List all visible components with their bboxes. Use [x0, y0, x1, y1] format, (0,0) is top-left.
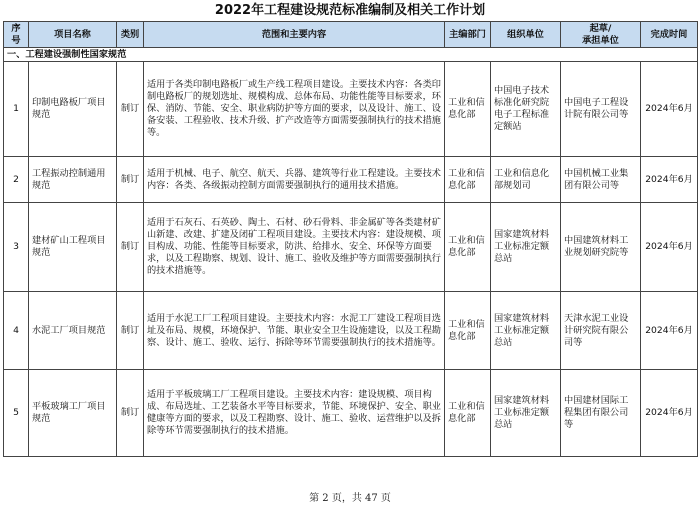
header-scope: 范围和主要内容 [144, 22, 445, 48]
section-row [4, 48, 698, 62]
header-dept: 主编部门 [445, 22, 491, 48]
row-time: 2024年6月 [641, 292, 698, 370]
row-dept: 工业和信息化部 [445, 62, 491, 157]
row-scope: 适用于平板玻璃工厂工程项目建设。主要技术内容：建设规模、项目构成、布局选址、工艺装备水平等目标要求，节能、环境保护、安全、职业健康等方面的要求，以及工程勘察、设计、施工、验收、运营维护以及拆除等环节需要强制执行的技术措施。 [144, 370, 445, 457]
row-drafter: 中国建材国际工程集团有限公司等 [561, 370, 641, 457]
header-num: 序号 [4, 22, 29, 48]
row-num: 1 [4, 62, 29, 157]
header-drafter [561, 22, 641, 48]
header-time: 完成时间 [641, 22, 698, 48]
row-org: 国家建筑材料工业标准定额总站 [491, 203, 561, 292]
row-type: 制订 [117, 292, 144, 370]
row-num: 2 [4, 157, 29, 203]
row-scope: 适用于机械、电子、航空、航天、兵器、建筑等行业工程建设。主要技术内容：各类、各级振动控制方面需要强制执行的通用技术措施。 [144, 157, 445, 203]
row-drafter: 中国建筑材料工业规划研究院等 [561, 203, 641, 292]
table-row [4, 157, 698, 203]
row-drafter: 中国电子工程设计院有限公司等 [561, 62, 641, 157]
row-num: 3 [4, 203, 29, 292]
row-dept: 工业和信息化部 [445, 370, 491, 457]
row-org: 国家建筑材料工业标准定额总站 [491, 292, 561, 370]
row-type: 制订 [117, 157, 144, 203]
row-num: 4 [4, 292, 29, 370]
row-org: 工业和信息化部规划司 [491, 157, 561, 203]
header-type: 类别 [117, 22, 144, 48]
row-scope: 适用于各类印制电路板厂或生产线工程项目建设。主要技术内容：各类印制电路板厂的规划选址、规模构成、总体布局、功能性能等目标要求，环保、消防、节能、安全、职业病防护等方面的要求，以及设计、施工、设备安装、工程验收、技术升级、扩产改造等方面需要强制执行的技术措施等。 [144, 62, 445, 157]
page-footer: 第 2 页，共 47 页 [309, 493, 391, 504]
row-time: 2024年6月 [641, 62, 698, 157]
row-name: 平板玻璃工厂项目规范 [29, 370, 117, 457]
row-name: 水泥工厂项目规范 [29, 292, 117, 370]
row-time: 2024年6月 [641, 203, 698, 292]
row-org: 国家建筑材料工业标准定额总站 [491, 370, 561, 457]
row-name: 印制电路板厂项目规范 [29, 62, 117, 157]
row-drafter: 天津水泥工业设计研究院有限公司等 [561, 292, 641, 370]
row-num: 5 [4, 370, 29, 457]
table-row [4, 292, 698, 370]
header-org: 组织单位 [491, 22, 561, 48]
row-scope: 适用于水泥工厂工程项目建设。主要技术内容：水泥工厂建设工程项目选址及布局、规模，环境保护、节能、职业安全卫生设施建设，以及工程勘察、设计、施工、验收、运行、拆除等环节需要强制执行的技术措施等。 [144, 292, 445, 370]
row-type: 制订 [117, 62, 144, 157]
row-dept: 工业和信息化部 [445, 292, 491, 370]
row-dept: 工业和信息化部 [445, 203, 491, 292]
row-dept: 工业和信息化部 [445, 157, 491, 203]
header-drafter-line1: 起草/ [589, 22, 612, 34]
row-type: 制订 [117, 203, 144, 292]
table-row [4, 203, 698, 292]
row-type: 制订 [117, 370, 144, 457]
row-time: 2024年6月 [641, 157, 698, 203]
plan-table [3, 21, 698, 457]
row-drafter: 中国机械工业集团有限公司等 [561, 157, 641, 203]
row-name: 建材矿山工程项目规范 [29, 203, 117, 292]
row-org: 中国电子技术标准化研究院电子工程标准定额站 [491, 62, 561, 157]
row-scope: 适用于石灰石、石英砂、陶土、石材、砂石骨料、非金属矿等各类建材矿山新建、改建、扩建及闭矿工程项目建设。主要技术内容：建设规模、项目构成、功能、性能等目标要求，防洪、给排水、安全、环保等方面要求，以及工程勘察、规划、设计、施工、验收及维护等方面需要强制执行的技术措施等。 [144, 203, 445, 292]
header-name: 项目名称 [29, 22, 117, 48]
table-header-row [4, 22, 698, 48]
table-row [4, 370, 698, 457]
row-name: 工程振动控制通用规范 [29, 157, 117, 203]
header-drafter-line2: 承担单位 [582, 34, 619, 46]
table-row [4, 62, 698, 157]
section-title: 一、工程建设强制性国家规范 [4, 48, 698, 62]
document-title: 2022年工程建设规范标准编制及相关工作计划 [214, 3, 486, 18]
row-time: 2024年6月 [641, 370, 698, 457]
